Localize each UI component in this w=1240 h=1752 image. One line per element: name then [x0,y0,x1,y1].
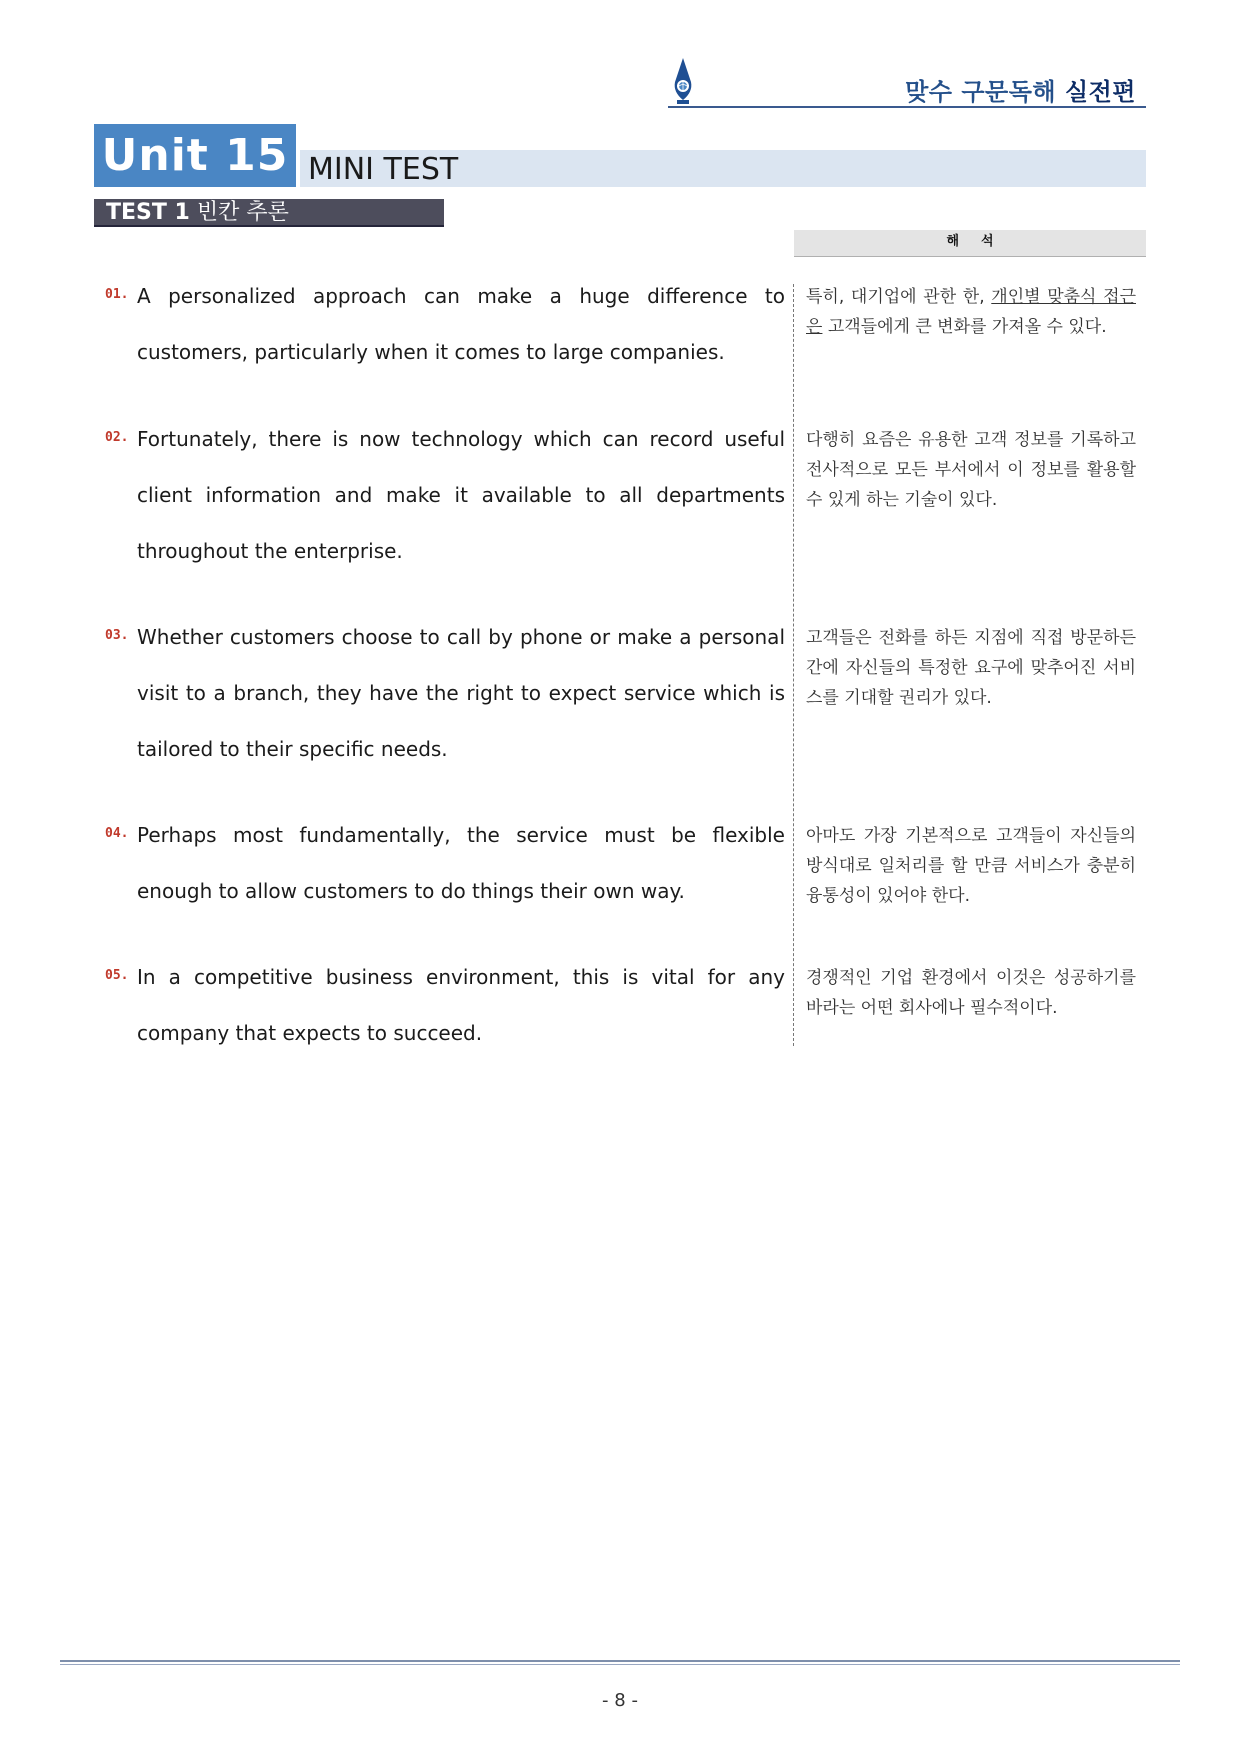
item-number-5: 05. [105,968,129,983]
item-korean-5: 경쟁적인 기업 환경에서 이것은 성공하기를 바라는 어떤 회사에나 필수적이다. [806,968,1136,1018]
item-number-3: 03. [105,628,129,643]
korean-1-after: 고객들에게 큰 변화를 가져올 수 있다. [822,317,1107,337]
column-divider [793,284,794,1046]
item-english-5: In a competitive business environment, this is vital for any company that expects to succeed. [137,965,785,1045]
korean-1-before: 특히, 대기업에 관한 한, [806,287,992,307]
item-korean-4: 아마도 가장 기본적으로 고객들이 자신들의 방식대로 일처리를 할 만큼 서비스가 충분히 융통성이 있어야 한다. [806,826,1136,906]
brand-underline [668,106,1146,108]
translation-heading: 해석 [794,230,1146,257]
item-korean-3: 고객들은 전화를 하든 지점에 직접 방문하든 간에 자신들의 특정한 요구에 맞추어진 서비스를 기대할 권리가 있다. [806,628,1136,708]
item-number-2: 02. [105,430,129,445]
test-number: TEST 1 [106,200,190,225]
brand-title-strong: 실전편 [1064,78,1136,106]
item-english-4: Perhaps most fundamentally, the service must be flexible enough to allow customers to do things their own way. [137,823,785,903]
item-korean-1 [806,282,1136,342]
page-number: - 8 - [602,1690,638,1711]
brand-title-light: 맞수 구문독해 [905,78,1065,106]
item-korean-2: 다행히 요즘은 유용한 고객 정보를 기록하고 전사적으로 모든 부서에서 이 정보를 활용할 수 있게 하는 기술이 있다. [806,430,1136,510]
korean-1-underlined: 개인별 맞춤식 접근은 [806,287,1136,337]
item-number-1: 01. [105,287,129,302]
item-english-3: Whether customers choose to call by phone or make a personal visit to a branch, they have the right to expect service which is tailored to their specific needs. [137,625,785,761]
brand-header [668,56,1146,112]
test-section-bar [94,199,444,227]
item-number-4: 04. [105,826,129,841]
item-english-2: Fortunately, there is now technology which can record useful client information and make it available to all departments throughout the enterprise. [137,427,785,563]
footer-rule [60,1660,1180,1662]
item-english-1: A personalized approach can make a huge difference to customers, particularly when it comes to large companies. [137,284,785,364]
unit-label: Unit 15 [94,124,296,187]
footer-rule-thin [60,1664,1180,1665]
test-title: 빈칸 추론 [196,200,289,225]
mini-test-label: MINI TEST [308,152,459,187]
brand-title [905,72,1136,107]
pen-nib-globe-icon [668,56,698,106]
